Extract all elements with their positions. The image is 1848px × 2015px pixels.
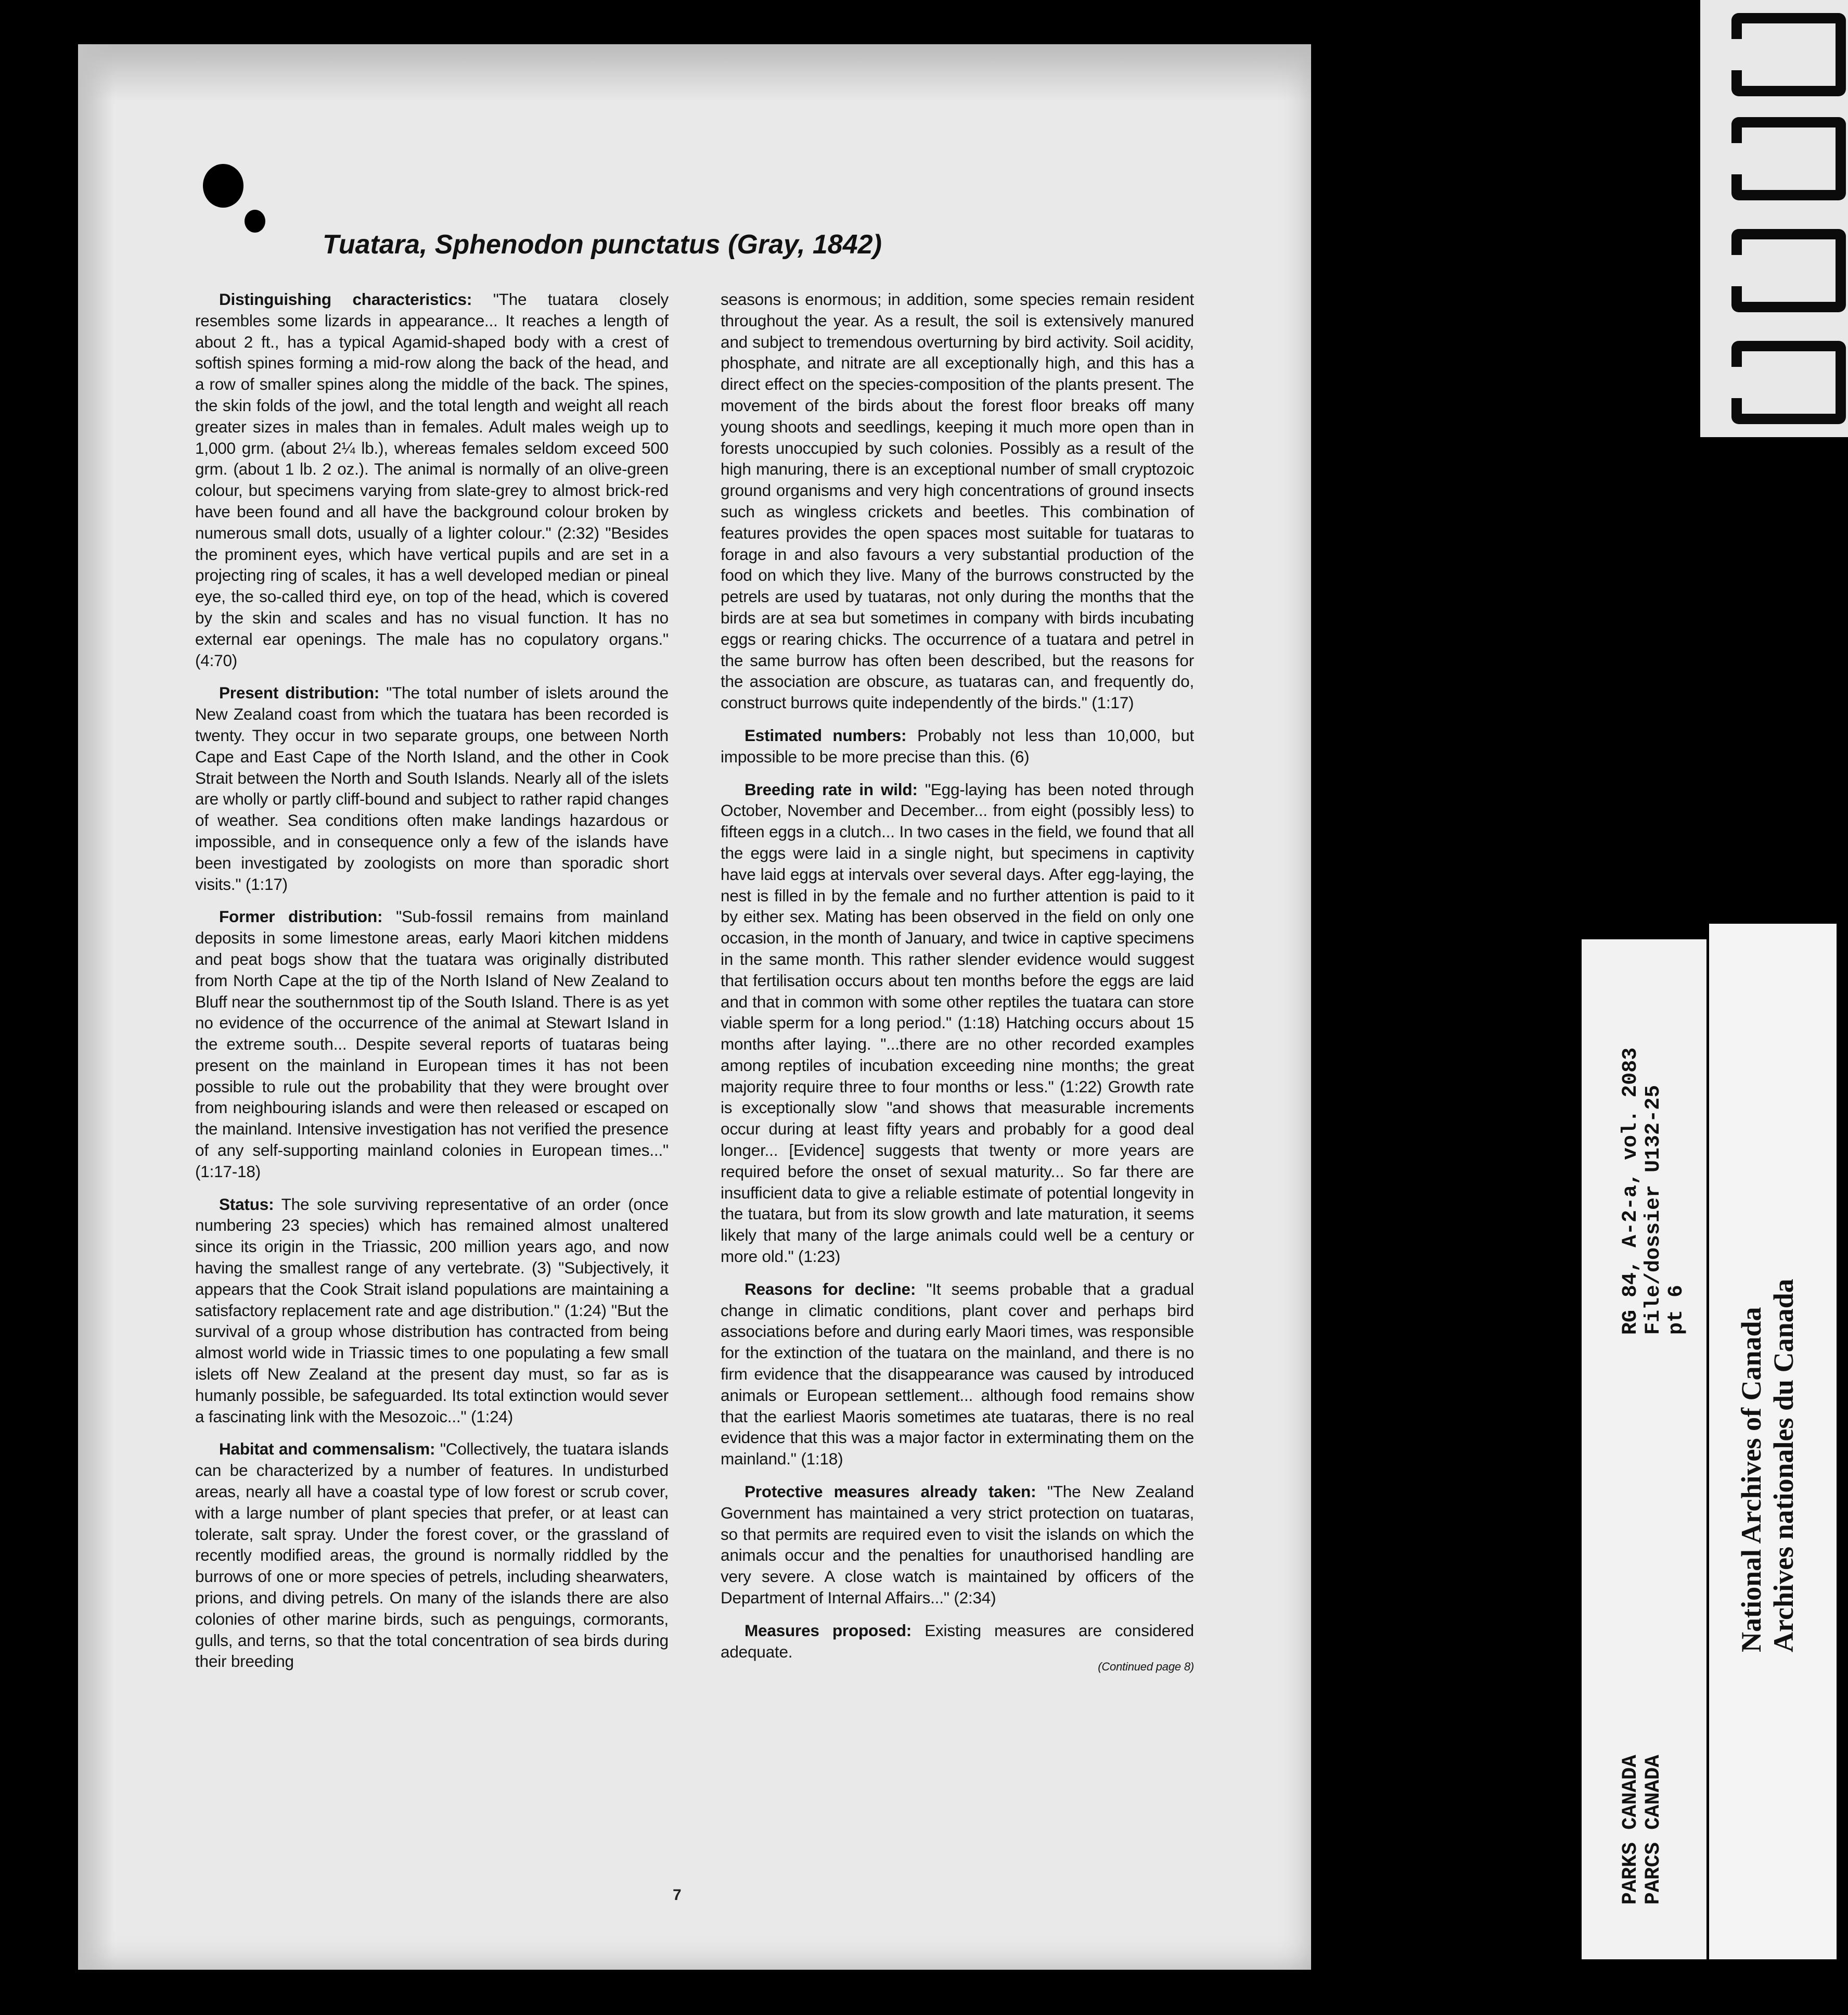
paragraph — [721, 1481, 1194, 1609]
film-edge-strip — [1700, 0, 1848, 437]
paragraph — [721, 1279, 1194, 1470]
archives-label-card — [1709, 924, 1837, 1959]
paragraph — [195, 1194, 669, 1427]
section-heading: Estimated numbers: — [745, 725, 907, 745]
section-text: "The tuatara closely resembles some lizards in appearance... It reaches a length of about 2 ft., has a typical Agamid-shaped body with a crest of softish spines forming a mid-row along the back of the head, and a row of smaller spines along the middle of the back. The spines, the skin folds of the jowl, and the total length and weight all reach greater sizes in males than in females. Adult males weigh up to 1,000 grm. (about 2¼ lb.), whereas females seldom exceed 500 grm. (about 1 lb. 2 oz.). The animal is normally of an olive-green colour, but specimens varying from slate-grey to almost brick-red have been found and all have the background colour broken by numerous small dots, usually of a lighter colour." (2:32) "Besides the prominent eyes, which have vertical pupils and are set in a projecting ring of scales, it has a well developed median or pineal eye, the so-called third eye, on top of the head, which is covered by the skin and scales and has no visual function. It has no external ear openings. The male has no copulatory organs." (4:70) — [195, 290, 669, 670]
section-text: "Egg-laying has been noted through October, November and December... from eight (possibly less) to fifteen eggs in a clutch... In two cases in the field, we found that all the eggs were laid in a single night, but specimens in captivity have laid eggs at intervals over several days. After egg-laying, the nest is filled in by the female and no further attention is paid to it by either sex. Mating has been observed in the field on only one occasion, in the month of January, and twice in captive specimens in the same month. This rather slender evidence would suggest that fertilisation occurs about ten months before the eggs are laid and that in common with some other reptiles the tuatara can store viable sperm for a long period." (1:18) Hatching occurs about 15 months after laying. "...there are no other recorded examples among reptiles of incubation exceeding nine months; the great majority require three to four months or less." (1:22) Growth rate is exceptionally slow "and shows that measurable increments occur during at least fifty years and probably for a good deal longer... [Evidence] suggests that twenty or more years are required before the onset of sexual maturity... So far there are insufficient data to give a reliable estimate of potential longevity in the tuatara, but from its slow growth and late maturation, it seems likely that many of the large animals could well be a century or more old." (1:23) — [721, 780, 1194, 1266]
article-title: Tuatara, Sphenodon punctatus (Gray, 1842) — [323, 229, 882, 260]
page-number: 7 — [673, 1886, 682, 1904]
section-heading: Reasons for decline: — [745, 1279, 916, 1298]
paragraph — [195, 289, 669, 671]
continued-note: (Continued page 8) — [1098, 1660, 1194, 1674]
archives-name-en: National Archives of Canada — [1736, 1307, 1767, 1652]
paragraph — [195, 1438, 669, 1672]
section-text: seasons is enormous; in addition, some species remain resident throughout the year. As a result, the soil is extensively manured and subject to tremendous overturning by bird activity. Soil acidity, phosphate, and nitrate are all exceptionally high, and this has a direct effect on the species-composition of the plants present. The movement of the birds about the forest floor breaks off many young shoots and seedlings, keeping it much more open than in forests unoccupied by such colonies. Possibly as a result of the high manuring, there is an exceptional number of small cryptozoic ground organisms and very high concentrations of ground insects such as wingless crickets and beetles. This combination of features provides the open spaces most suitable for tuataras to forage in and also favours a very substantial production of the food on which they live. Many of the burrows constructed by the petrels are used by tuataras, not only during the months that the birds are at sea but sometimes in company with birds incubating eggs or rearing chicks. The occurrence of a tuatara and petrel in the same burrow has often been described, but the reasons for the association are obscure, as tuataras can, and frequently do, construct burrows quite independently of the birds." (1:17) — [721, 290, 1194, 712]
paragraph — [195, 682, 669, 895]
section-heading: Protective measures already taken: — [745, 1482, 1036, 1501]
punch-hole — [203, 164, 243, 208]
film-frame-mark — [1731, 117, 1846, 200]
film-frame-mark — [1731, 341, 1846, 424]
paragraph — [721, 725, 1194, 768]
agency-label-2: PARCS CANADA — [1642, 1754, 1665, 1905]
right-column — [721, 289, 1194, 1686]
section-heading: Breeding rate in wild: — [745, 780, 918, 799]
agency-label-1: PARKS CANADA — [1619, 1754, 1642, 1905]
film-frame-mark — [1731, 13, 1846, 96]
archive-reference-card — [1582, 939, 1706, 1959]
paragraph — [195, 906, 669, 1182]
document-page — [78, 44, 1311, 1970]
reference-line-3: pt 6 — [1665, 1284, 1688, 1335]
paragraph — [721, 1620, 1194, 1675]
paragraph — [721, 779, 1194, 1267]
reference-line-2: File/dossier U132-25 — [1642, 1085, 1665, 1335]
punch-hole — [245, 210, 265, 233]
film-frame-mark — [1731, 229, 1846, 312]
section-heading: Distinguishing characteristics: — [219, 290, 472, 309]
section-text: Probably not less than 10,000, but impossible to be more precise than this. (6) — [721, 725, 1194, 766]
section-text: "Sub-fossil remains from mainland deposits in some limestone areas, early Maori kitchen middens and peat bogs show that the tuatara was originally distributed from North Cape at the tip of the North Island of New Zealand to Bluff near the southernmost tip of the South Island. There is as yet no evidence of the occurrence of the animal at Stewart Island in the extreme south... Despite several reports of tuataras being present on the mainland in European times it has not been possible to rule out the probability that they were brought over from neighbouring islands and were then released or escaped on the mainland. Intensive investigation has not verified the presence of any self-supporting mainland colonies in European times..." (1:17-18) — [195, 907, 669, 1181]
section-text: "It seems probable that a gradual change in climatic conditions, plant cover and perhaps bird associations before and during early Maori times, was responsible for the extinction of the tuatara on the mainland, and there is no firm evidence that the disappearance was caused by introduced animals or European settlement... although food remains show that the earliest Maoris sometimes ate tuataras, there is no real evidence that this was a major factor in exterminating them on the mainland." (1:18) — [721, 1279, 1194, 1469]
section-text: "The total number of islets around the New Zealand coast from which the tuatara has been recorded is twenty. They occur in two separate groups, one between North Cape and East Cape of the North Island, and the other in Cook Strait between the North and South Islands. Nearly all of the islets are wholly or partly cliff-bound and subject to rather rapid changes of weather. Sea conditions often make landings hazardous or impossible, and in consequence only a few of the islands have been investigated by zoologists on more than sporadic short visits." (1:17) — [195, 683, 669, 894]
reference-line-1: RG 84, A-2-a, vol. 2083 — [1619, 1047, 1642, 1335]
section-heading: Habitat and commensalism: — [219, 1439, 435, 1459]
section-text: "The New Zealand Government has maintained a very strict protection on tuataras, so that permits are required even to visit the islands on which the animals occur and the penalties for unauthorised handling are very severe. A close watch is maintained by officers of the Department of Internal Affairs..." (2:34) — [721, 1482, 1194, 1608]
section-heading: Measures proposed: — [745, 1621, 912, 1640]
section-text: Existing measures are considered adequate. — [721, 1621, 1194, 1661]
archives-name-fr: Archives nationales du Canada — [1768, 1279, 1799, 1652]
section-heading: Status: — [219, 1194, 274, 1214]
section-heading: Present distribution: — [219, 683, 380, 703]
paragraph — [721, 289, 1194, 713]
left-column — [195, 289, 669, 1684]
section-text: The sole surviving representative of an order (once numbering 23 species) which has remained almost unaltered since its origin in the Triassic, 200 million years ago, and now having the smallest range of any vertebrate. (3) "Subjectively, it appears that the Cook Strait island populations are maintaining a satisfactory replacement rate and age distribution." (1:24) "But the survival of a group whose distribution has contracted from being almost world wide in Triassic times to one populating a few small islets off New Zealand at the present day must, so far as is humanly possible, be safeguarded. Its total extinction would sever a fascinating link with the Mesozoic..." (1:24) — [195, 1194, 669, 1426]
section-heading: Former distribution: — [219, 907, 383, 926]
section-text: "Collectively, the tuatara islands can be characterized by a number of features. In undisturbed areas, nearly all have a coastal type of low forest or scrub cover, with a large number of plant species that prefer, or at least can tolerate, salt spray. Under the forest cover, or the grassland of recently modified areas, the ground is normally riddled by the burrows of one or more species of petrels, including shearwaters, prions, and diving petrels. On many of the islands there are also colonies of other marine birds, such as penguings, cormorants, gulls, and terns, so that the total concentration of sea birds during their breeding — [195, 1439, 669, 1671]
